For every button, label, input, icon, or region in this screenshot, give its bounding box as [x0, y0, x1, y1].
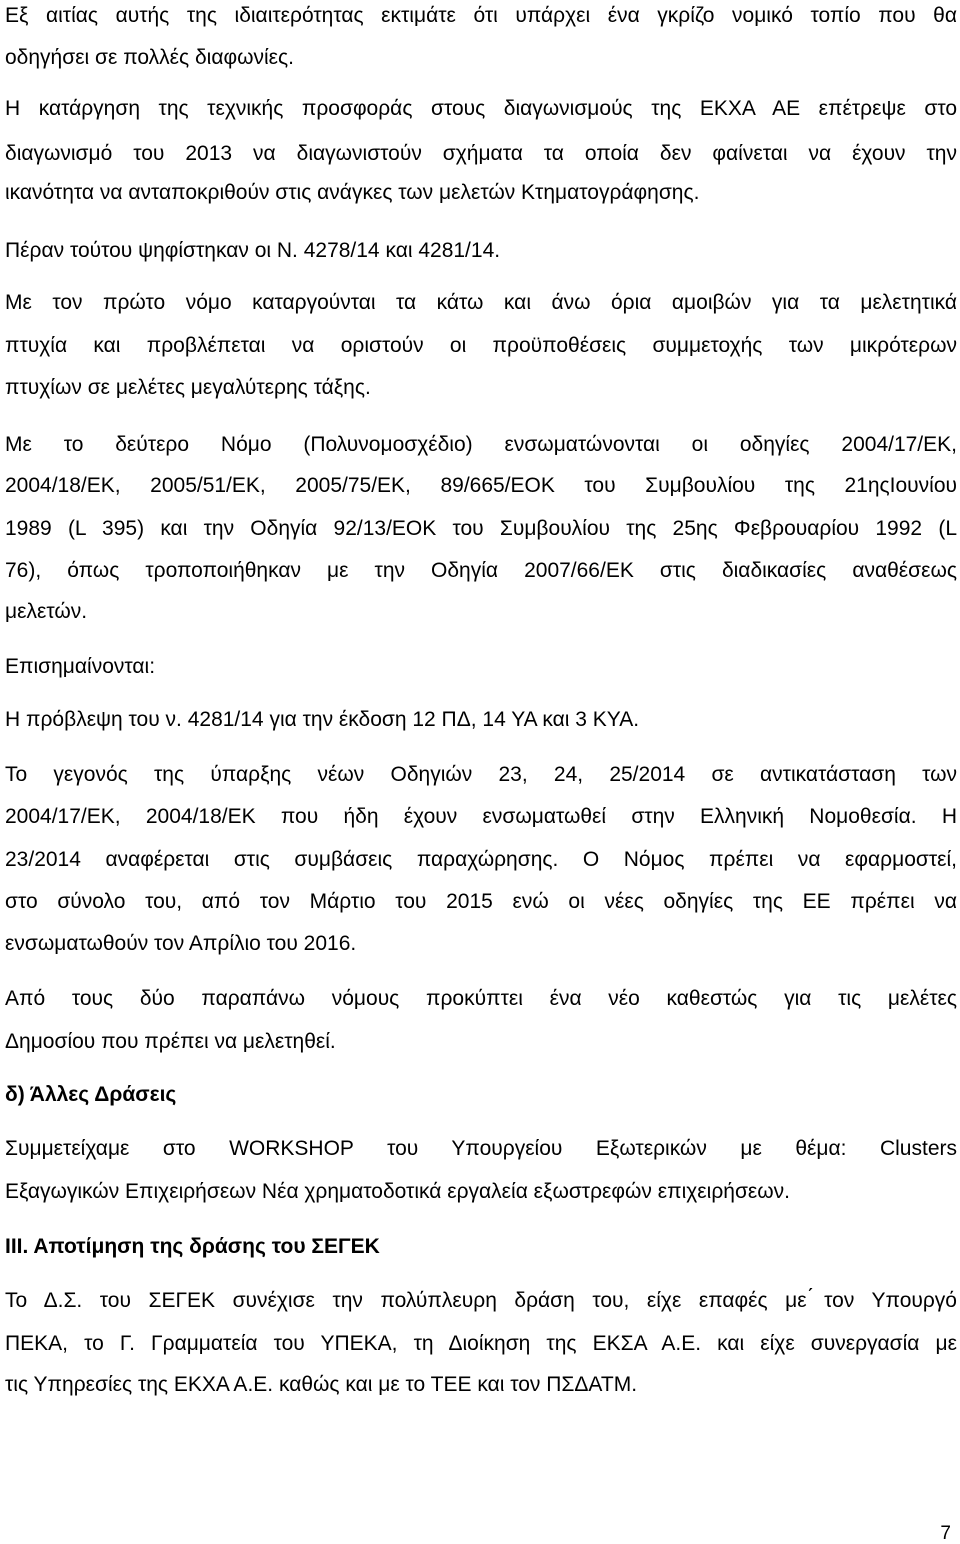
paragraph-line: Συμμετείχαμε στο WORKSHOP του Υπουργείου Εξωτερικών με θέμα: Clusters	[5, 1137, 957, 1160]
document-page	[5, 0, 957, 1544]
paragraph-line: διαγωνισμό του 2013 να διαγωνιστούν σχήματα τα οποία δεν φαίνεται να έχουν την	[5, 142, 957, 165]
paragraph-line: τις Υπηρεσίες της ΕΚΧΑ Α.Ε. καθώς και με το ΤΕΕ και τον ΠΣΔΑΤΜ.	[5, 1373, 638, 1396]
paragraph-line: Από τους δύο παραπάνω νόμους προκύπτει ένα νέο καθεστώς για τις μελέτες	[5, 987, 957, 1010]
paragraph-line: Με τον πρώτο νόμο καταργούνται τα κάτω και άνω όρια αμοιβών για τα μελετητικά	[5, 291, 957, 314]
paragraph-line: μελετών.	[5, 600, 88, 623]
paragraph-line: Πέραν τούτου ψηφίστηκαν οι Ν. 4278/14 και 4281/14.	[5, 239, 501, 262]
paragraph-line: 23/2014 αναφέρεται στις συμβάσεις παραχώρησης. Ο Νόμος πρέπει να εφαρμοστεί,	[5, 848, 957, 871]
paragraph-line: ικανότητα να ανταποκριθούν στις ανάγκες των μελετών Κτηματογράφησης.	[5, 181, 700, 204]
paragraph-line: Επισημαίνονται:	[5, 655, 156, 678]
section-heading: ΙΙΙ. Αποτίμηση της δράσης του ΣΕΓΕΚ	[5, 1235, 380, 1258]
paragraph-line: πτυχίων σε μελέτες μεγαλύτερης τάξης.	[5, 376, 371, 399]
paragraph-line: Με το δεύτερο Νόμο (Πολυνομοσχέδιο) ενσωματώνονται οι οδηγίες 2004/17/ΕΚ,	[5, 433, 957, 456]
paragraph-line: Δημοσίου που πρέπει να μελετηθεί.	[5, 1030, 336, 1053]
paragraph-line: 1989 (L 395) και την Οδηγία 92/13/ΕΟΚ του Συμβουλίου της 25ης Φεβρουαρίου 1992 (L	[5, 517, 957, 540]
paragraph-line: Η πρόβλεψη του ν. 4281/14 για την έκδοση 12 ΠΔ, 14 ΥΑ και 3 ΚΥΑ.	[5, 708, 640, 731]
paragraph-line: ΠΕΚΑ, το Γ. Γραμματεία του ΥΠΕΚΑ, τη Διοίκηση της ΕΚΣΑ Α.Ε. και είχε συνεργασία με	[5, 1332, 957, 1355]
paragraph-line: Εξ αιτίας αυτής της ιδιαιτερότητας εκτιμάτε ότι υπάρχει ένα γκρίζο νομικό τοπίο που θα	[5, 4, 957, 27]
paragraph-line: Η κατάργηση της τεχνικής προσφοράς στους διαγωνισμούς της ΕΚΧΑ ΑΕ επέτρεψε στο	[5, 97, 957, 120]
paragraph-line: 76), όπως τροποποιήθηκαν με την Οδηγία 2007/66/ΕΚ στις διαδικασίες αναθέσεως	[5, 559, 957, 582]
paragraph-line: οδηγήσει σε πολλές διαφωνίες.	[5, 46, 294, 69]
paragraph-line: Εξαγωγικών Επιχειρήσεων Νέα χρηματοδοτικά εργαλεία εξωστρεφών επιχειρήσεων.	[5, 1180, 790, 1203]
paragraph-line: πτυχία και προβλέπεται να οριστούν οι προϋποθέσεις συμμετοχής των μικρότερων	[5, 334, 957, 357]
paragraph-line: Το Δ.Σ. του ΣΕΓΕΚ συνέχισε την πολύπλευρη δράση του, είχε επαφές με ́τον Υπουργό	[5, 1289, 957, 1312]
paragraph-line: Το γεγονός της ύπαρξης νέων Οδηγιών 23, 24, 25/2014 σε αντικατάσταση των	[5, 763, 957, 786]
section-heading: δ) Άλλες Δράσεις	[5, 1083, 177, 1106]
paragraph-line: ενσωματωθούν τον Απρίλιο του 2016.	[5, 932, 357, 955]
paragraph-line: στο σύνολο του, από τον Μάρτιο του 2015 ενώ οι νέες οδηγίες της ΕΕ πρέπει να	[5, 890, 957, 913]
page-number: 7	[940, 1523, 951, 1544]
paragraph-line: 2004/18/ΕΚ, 2005/51/ΕΚ, 2005/75/ΕΚ, 89/665/ΕΟΚ του Συμβουλίου της 21ηςΙουνίου	[5, 474, 957, 497]
paragraph-line: 2004/17/ΕΚ, 2004/18/ΕΚ που ήδη έχουν ενσωματωθεί στην Ελληνική Νομοθεσία. Η	[5, 805, 957, 828]
